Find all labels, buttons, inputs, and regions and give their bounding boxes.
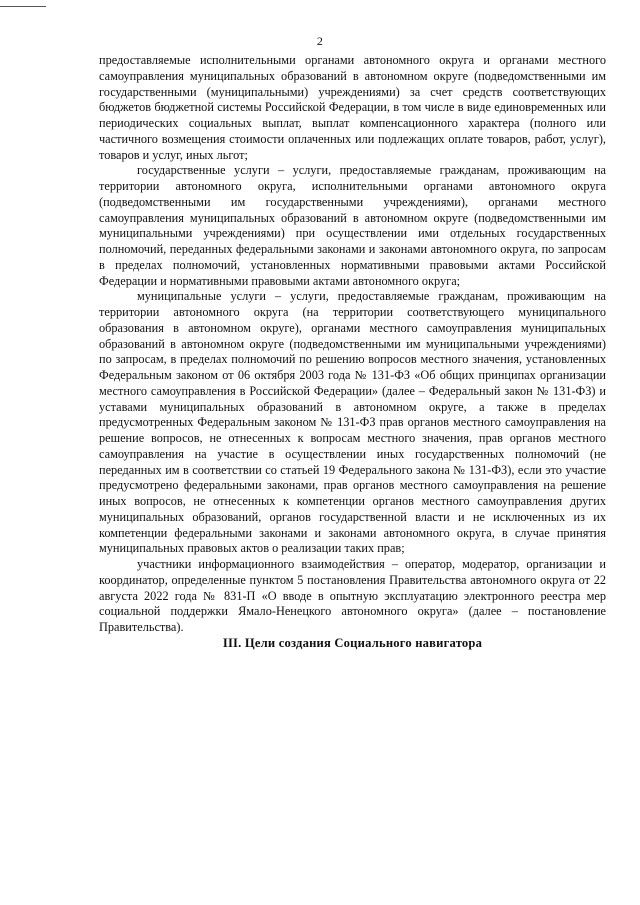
scan-corner-mark bbox=[0, 6, 46, 7]
paragraph-interaction-participants-definition: участники информационного взаимодействия – оператор, модератор, организации и координатор, определенные пунктом 5 постановления Правительства автономного округа от 22 августа 2022 года № 831-П «О вводе в опытную эксплуатацию электронного реестра мер социальной поддержки Ямало-Ненецкого автономного округа» (далее – постановление Правительства). bbox=[99, 557, 606, 634]
page-number: 2 bbox=[316, 34, 324, 48]
section-heading: III. Цели создания Социального навигатора bbox=[222, 635, 483, 650]
document-body bbox=[99, 53, 606, 652]
paragraph-state-services-definition: государственные услуги – услуги, предоставляемые гражданам, проживающим на территории автономного округа, исполнительными органами автономного округа (подведомственными им государственными учреждениями), органами местного самоуправления муниципальных образований в автономном округе (подведомственными им муниципальными учреждениями) при осуществлении ими отдельных государственных полномочий, переданных федеральными законами и законами автономного округа, по запросам в пределах полномочий, установленных нормативными правовыми актами Российской Федерации и нормативными правовыми актами автономного округа; bbox=[99, 163, 606, 288]
paragraph-municipal-services-definition: муниципальные услуги – услуги, предоставляемые гражданам, проживающим на территории автономного округа (на территории соответствующего муниципального образования в автономном округе), органами местного самоуправления муниципальных образований в автономном округе (подведомственными им муниципальными учреждениями) по запросам, в пределах полномочий по решению вопросов местного значения, установленных Федеральным законом от 06 октября 2003 года № 131-ФЗ «Об общих принципах организации местного самоуправления в Российской Федерации» (далее – Федеральный закон № 131-ФЗ) и уставами муниципальных образований в автономном округе, а также в пределах предусмотренных Федеральным законом № 131-ФЗ прав органов местного самоуправления на решение вопросов, не отнесенных к вопросам местного значения, прав органов местного самоуправления на участие в осуществлении иных государственных полномочий (не переданных им в соответствии со статьей 19 Федерального закона № 131-ФЗ), если это участие предусмотрено федеральными законами, прав органов местного самоуправления на решение иных вопросов, не отнесенных к компетенции органов местного самоуправления других муниципальных образований, органов государственной власти и не исключенных из их компетенции федеральными законами и законами автономного округа, в случае принятия муниципальных правовых актов о реализации таких прав; bbox=[99, 289, 606, 556]
paragraph-social-support-measures-continuation: предоставляемые исполнительными органами автономного округа и органами местного самоуправления муниципальных образований в автономном округе (подведомственными им государственными (муниципальными) учреждениями) за счет средств соответствующих бюджетов бюджетной системы Российской Федерации, в том числе в виде единовременных или периодических социальных выплат, выплат компенсационного характера (полного или частичного возмещения стоимости оплаченных или подлежащих оплате товаров, работ, услуг), товаров и услуг, иных льгот; bbox=[99, 53, 606, 162]
